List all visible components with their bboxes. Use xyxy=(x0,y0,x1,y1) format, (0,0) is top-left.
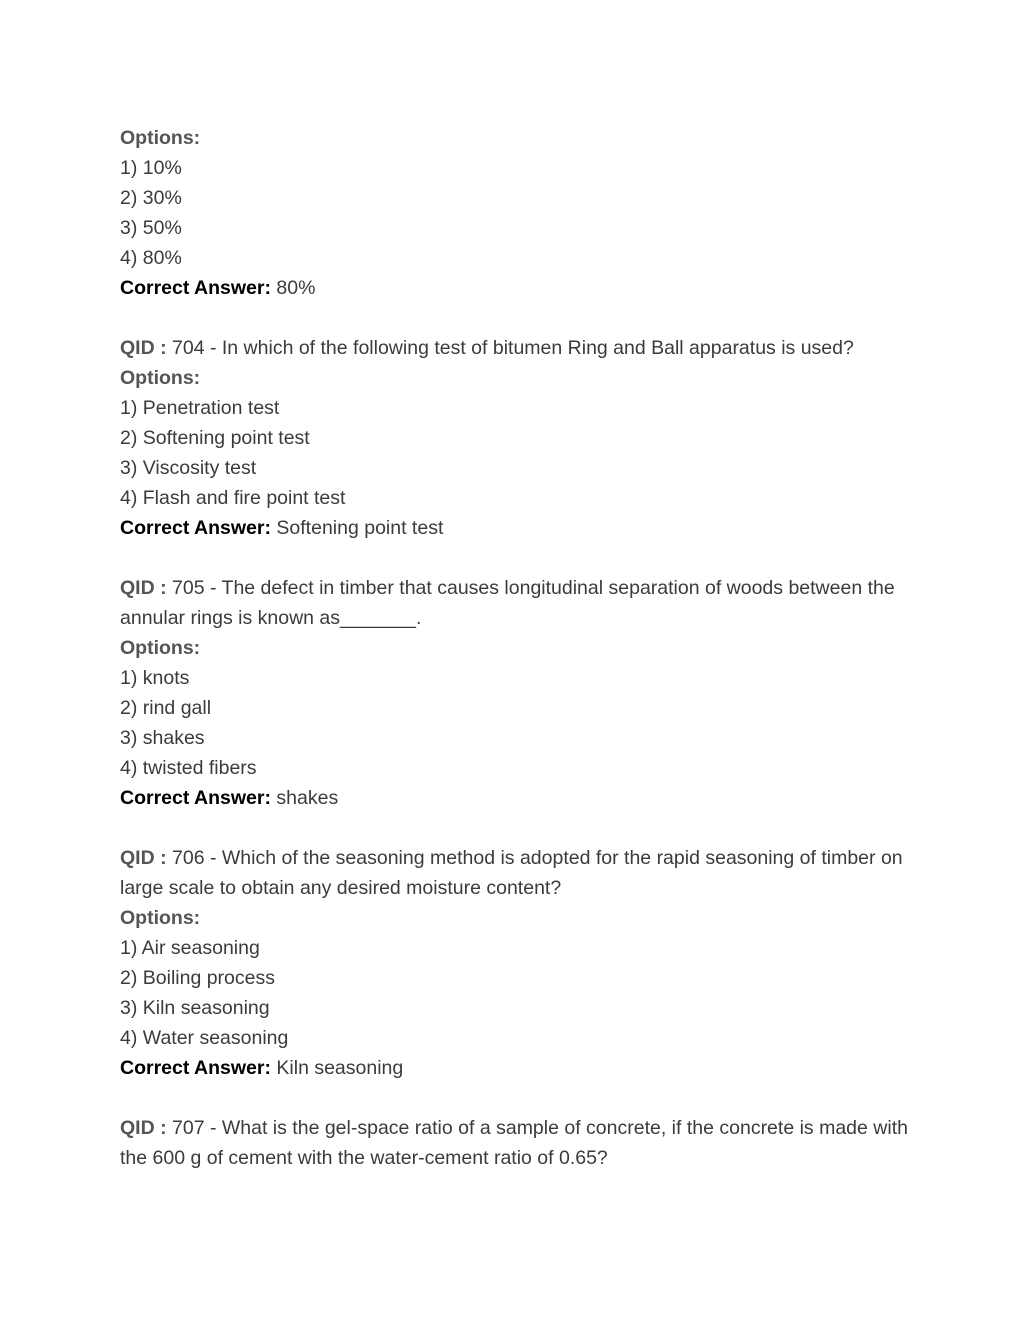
correct-answer-line xyxy=(120,783,910,813)
option-item: 3) shakes xyxy=(120,727,205,749)
qid-label: QID : xyxy=(120,577,167,599)
question-block xyxy=(120,573,910,813)
question-line xyxy=(120,843,910,903)
correct-answer-label: Correct Answer: xyxy=(120,277,271,299)
options-label: Options: xyxy=(120,367,201,389)
correct-answer-label: Correct Answer: xyxy=(120,787,271,809)
option-item: 1) 10% xyxy=(120,157,182,179)
correct-answer-line xyxy=(120,273,910,303)
option-item: 3) 50% xyxy=(120,217,182,239)
correct-answer-value: Softening point test xyxy=(276,517,444,539)
correct-answer-value: 80% xyxy=(276,277,316,299)
option-item: 1) Air seasoning xyxy=(120,937,260,959)
correct-answer-line xyxy=(120,513,910,543)
option-item: 1) knots xyxy=(120,667,190,689)
qid-label: QID : xyxy=(120,847,167,869)
question-block xyxy=(120,333,910,543)
option-item: 2) Boiling process xyxy=(120,967,275,989)
option-item: 3) Viscosity test xyxy=(120,457,257,479)
qid-label: QID : xyxy=(120,1117,167,1139)
question-block xyxy=(120,843,910,1083)
qid-label: QID : xyxy=(120,337,167,359)
correct-answer-label: Correct Answer: xyxy=(120,517,271,539)
correct-answer-value: Kiln seasoning xyxy=(276,1057,404,1079)
options-label: Options: xyxy=(120,637,201,659)
question-line xyxy=(120,1113,910,1173)
question-text: 707 - What is the gel-space ratio of a sample of concrete, if the concrete is made with the 600 g of cement with the water-cement ratio of 0.65? xyxy=(120,1117,908,1169)
option-item: 4) twisted fibers xyxy=(120,757,257,779)
option-item: 3) Kiln seasoning xyxy=(120,997,270,1019)
option-item: 4) Water seasoning xyxy=(120,1027,289,1049)
document-page xyxy=(120,123,910,1173)
spacer xyxy=(120,543,910,573)
option-item: 2) 30% xyxy=(120,187,182,209)
spacer xyxy=(120,303,910,333)
option-item: 4) Flash and fire point test xyxy=(120,487,346,509)
option-item: 1) Penetration test xyxy=(120,397,280,419)
option-item: 2) rind gall xyxy=(120,697,212,719)
options-label: Options: xyxy=(120,127,201,149)
question-text: 706 - Which of the seasoning method is adopted for the rapid seasoning of timber on large scale to obtain any desired moisture content? xyxy=(120,847,903,899)
question-block-partial xyxy=(120,123,910,303)
question-block xyxy=(120,1113,910,1173)
question-text: 704 - In which of the following test of bitumen Ring and Ball apparatus is used? xyxy=(172,337,854,359)
spacer xyxy=(120,1083,910,1113)
question-text: 705 - The defect in timber that causes longitudinal separation of woods between the annular rings is known as_______. xyxy=(120,577,895,629)
option-item: 2) Softening point test xyxy=(120,427,310,449)
option-item: 4) 80% xyxy=(120,247,182,269)
question-line xyxy=(120,333,910,363)
options-label: Options: xyxy=(120,907,201,929)
spacer xyxy=(120,813,910,843)
correct-answer-label: Correct Answer: xyxy=(120,1057,271,1079)
question-line xyxy=(120,573,910,633)
correct-answer-line xyxy=(120,1053,910,1083)
correct-answer-value: shakes xyxy=(276,787,339,809)
